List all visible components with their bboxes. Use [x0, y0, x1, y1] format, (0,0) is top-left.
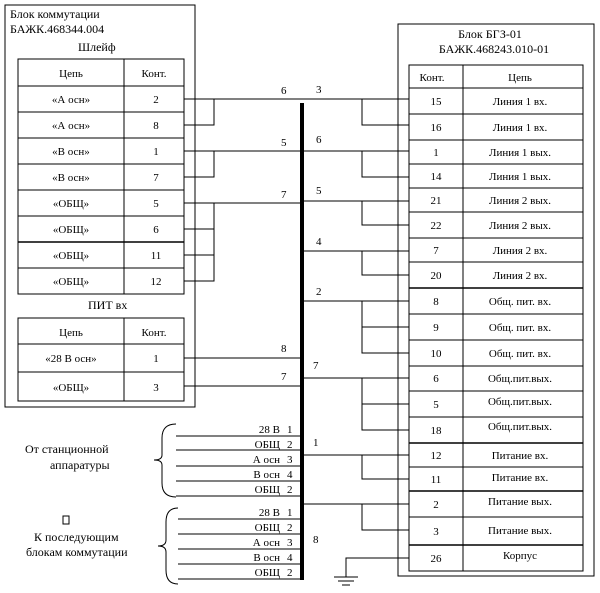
right-row-chain: Общ. пит. вх.	[488, 296, 552, 308]
right-row-chain: Питание вх.	[491, 450, 549, 462]
right-row-chain: Общ.пит.вых.	[487, 421, 553, 433]
loop-row-chain: «ОБЩ»	[52, 224, 90, 236]
pit-table	[18, 318, 184, 401]
right-header-chain: Цепь	[508, 72, 532, 84]
right-row-chain: Линия 1 вых.	[488, 147, 552, 159]
right-row-chain: Общ. пит. вх.	[488, 348, 552, 360]
right-row-cont: 21	[430, 195, 442, 207]
loop-header-chain: Цепь	[59, 68, 83, 80]
wire-number: 2	[316, 286, 322, 298]
loop-row-chain: «ОБЩ»	[52, 276, 90, 288]
loop-row-cont: 1	[153, 146, 159, 158]
right-wires	[302, 99, 409, 577]
wire-number: 7	[281, 189, 287, 201]
right-row-cont: 9	[433, 322, 439, 334]
wire-number: 8	[281, 343, 287, 355]
loop-row-cont: 8	[153, 120, 159, 132]
right-row-chain: Питание вых.	[488, 525, 552, 537]
right-row-chain: Общ.пит.вых.	[487, 396, 553, 408]
wire-number: 5	[281, 137, 287, 149]
lead-label: А осн	[252, 537, 280, 549]
loop-row-chain: «ОБЩ»	[52, 250, 90, 262]
right-row-cont: 12	[430, 450, 442, 462]
loop-row-chain: «А осн»	[51, 94, 91, 106]
wire-number: 5	[316, 185, 322, 197]
lead-number: 4	[287, 552, 293, 564]
right-row-chain: Общ.пит.вых.	[487, 373, 553, 385]
right-row-cont: 2	[433, 499, 439, 511]
lead-label: 28 В	[258, 507, 280, 519]
lead-number: 1	[287, 507, 293, 519]
placeholder-glyph-box	[63, 516, 69, 524]
wire-number: 4	[316, 236, 322, 248]
right-block-title: Блок БГЗ-01	[458, 27, 522, 41]
right-row-cont: 15	[430, 96, 442, 108]
next-blocks-brace	[158, 508, 178, 584]
loop-row-chain: «В осн»	[52, 172, 90, 184]
right-row-chain: Линия 2 вых.	[488, 195, 552, 207]
wire-number: 3	[316, 84, 322, 96]
station-leads	[176, 424, 302, 496]
next-blocks-caption: К последующим	[34, 530, 119, 544]
right-row-cont: 3	[433, 526, 439, 538]
loop-row-cont: 12	[150, 276, 162, 288]
loop-row-cont: 6	[153, 224, 159, 236]
left-wire-numbers	[281, 85, 287, 383]
pit-header-cont: Конт.	[141, 327, 167, 339]
right-row-cont: 14	[430, 171, 442, 183]
lead-label: ОБЩ	[254, 439, 280, 451]
right-row-cont: 22	[430, 220, 442, 232]
lead-label: В осн	[253, 552, 280, 564]
right-row-cont: 7	[433, 245, 439, 257]
right-row-chain: Линия 1 вх.	[492, 96, 548, 108]
right-row-cont: 8	[433, 296, 439, 308]
loop-row-cont: 11	[150, 250, 162, 262]
right-row-cont: 1	[433, 147, 439, 159]
left-block-frame	[5, 5, 195, 407]
station-caption: От станционной	[25, 442, 109, 456]
right-row-chain: Питание вх.	[491, 472, 549, 484]
right-header-cont: Конт.	[419, 72, 445, 84]
lead-label: ОБЩ	[254, 567, 280, 579]
loop-row-cont: 5	[153, 198, 159, 210]
loop-row-chain: «В осн»	[52, 146, 90, 158]
loop-row-chain: «ОБЩ»	[52, 198, 90, 210]
loop-row-cont: 2	[153, 94, 159, 106]
lead-number: 1	[287, 424, 293, 436]
wire-number: 1	[313, 437, 319, 449]
wire-number: 7	[281, 371, 287, 383]
wire-number: 8	[313, 534, 319, 546]
wire-number: 7	[313, 360, 319, 372]
pit-row-chain: «28 В осн»	[45, 353, 97, 365]
lead-number: 2	[287, 439, 293, 451]
right-row-chain: Корпус	[502, 550, 538, 562]
lead-number: 3	[287, 537, 293, 549]
right-wire-numbers	[313, 84, 322, 546]
loop-header-cont: Конт.	[141, 68, 167, 80]
lead-number: 2	[287, 522, 293, 534]
next-blocks-caption-2: блокам коммутации	[26, 545, 128, 559]
loop-row-chain: «А осн»	[51, 120, 91, 132]
right-block-code: БАЖК.468243.010-01	[438, 42, 550, 56]
right-row-cont: 18	[430, 425, 442, 437]
right-row-cont: 10	[430, 348, 442, 360]
loop-caption: Шлейф	[78, 40, 116, 54]
lead-number: 4	[287, 469, 293, 481]
right-row-cont: 16	[430, 122, 442, 134]
left-block-title: Блок коммутации	[10, 7, 100, 21]
pit-caption: ПИТ вх	[88, 298, 128, 312]
right-row-cont: 6	[433, 373, 439, 385]
lead-label: А осн	[252, 454, 280, 466]
right-row-chain: Линия 2 вх.	[492, 270, 548, 282]
left-block-code: БАЖК.468344.004	[10, 22, 105, 36]
right-row-cont: 26	[430, 553, 442, 565]
station-caption-2: аппаратуры	[50, 458, 110, 472]
right-row-chain: Линия 2 вых.	[488, 220, 552, 232]
ground-symbol	[334, 577, 358, 585]
right-row-chain: Линия 1 вх.	[492, 122, 548, 134]
right-row-chain: Общ. пит. вх.	[488, 322, 552, 334]
right-row-chain: Линия 2 вх.	[492, 245, 548, 257]
lead-number: 2	[287, 484, 293, 496]
right-row-cont: 20	[430, 270, 442, 282]
pit-row-cont: 3	[153, 382, 159, 394]
lead-label: 28 В	[258, 424, 280, 436]
pit-header-chain: Цепь	[59, 327, 83, 339]
pit-row-cont: 1	[153, 353, 159, 365]
right-row-cont: 5	[433, 399, 439, 411]
lead-number: 3	[287, 454, 293, 466]
lead-number: 2	[287, 567, 293, 579]
wire-number: 6	[316, 134, 322, 146]
right-rows	[431, 96, 553, 565]
right-row-chain: Линия 1 вых.	[488, 171, 552, 183]
loop-rows	[52, 94, 162, 288]
station-brace	[154, 424, 176, 497]
lead-label: В осн	[253, 469, 280, 481]
right-row-cont: 11	[430, 474, 442, 486]
next-blocks-leads	[178, 507, 302, 579]
loop-row-cont: 7	[153, 172, 159, 184]
wire-number: 6	[281, 85, 287, 97]
right-row-chain: Питание вых.	[488, 496, 552, 508]
pit-row-chain: «ОБЩ»	[52, 382, 90, 394]
lead-label: ОБЩ	[254, 484, 280, 496]
lead-label: ОБЩ	[254, 522, 280, 534]
